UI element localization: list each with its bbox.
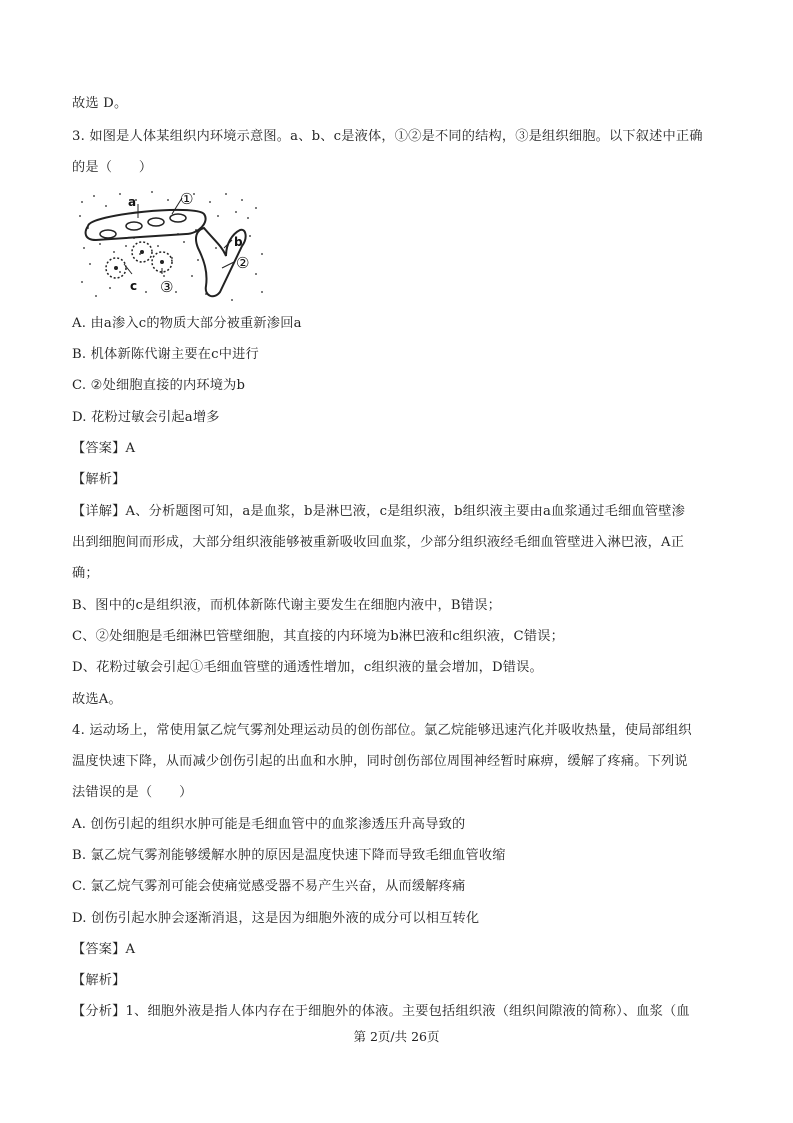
diagram-label-1: ① xyxy=(180,190,194,208)
text-line: 故选 D。 xyxy=(72,96,128,111)
question-3-stem: 3. 如图是人体某组织内环境示意图。a、b、c是液体，①②是不同的结构，③是组织细胞。以下叙述中正确 xyxy=(72,129,703,144)
explanation-line: 【分析】1、细胞外液是指人体内存在于细胞外的体液。主要包括组织液（组织间隙液的简称）、血浆（血 xyxy=(72,1004,690,1019)
option-b: B. 氯乙烷气雾剂能够缓解水肿的原因是温度快速下降而导致毛细血管收缩 xyxy=(72,848,506,863)
diagram-label-3: ③ xyxy=(160,278,174,296)
explanation-line: 【详解】A、分析题图可知，a是血浆，b是淋巴液，c是组织液，b组织液主要由a血浆通过毛细血管壁渗 xyxy=(72,504,685,519)
option-b: B. 机体新陈代谢主要在c中进行 xyxy=(72,347,259,362)
analysis-label: 【解析】 xyxy=(72,973,126,988)
explanation-line: B、图中的c是组织液，而机体新陈代谢主要发生在细胞内液中，B错误； xyxy=(72,598,501,613)
analysis-label: 【解析】 xyxy=(72,472,126,487)
explanation-line: C、②处细胞是毛细淋巴管壁细胞，其直接的内环境为b淋巴液和c组织液，C错误； xyxy=(72,629,564,644)
explanation-line: 出到细胞间而形成，大部分组织液能够被重新吸收回血浆，少部分组织液经毛细血管壁进入淋巴液，A正 xyxy=(72,535,685,550)
option-a: A. 由a渗入c的物质大部分被重新渗回a xyxy=(72,316,302,331)
option-c: C. 氯乙烷气雾剂可能会使痛觉感受器不易产生兴奋，从而缓解疼痛 xyxy=(72,879,466,894)
diagram-label-b: b xyxy=(234,235,243,249)
option-d: D. 花粉过敏会引起a增多 xyxy=(72,410,220,425)
diagram-label-a: a xyxy=(128,195,137,209)
diagram-label-2: ② xyxy=(236,254,250,272)
page-footer: 第 2页/共 26页 xyxy=(353,1029,440,1044)
option-d: D. 创伤引起水肿会逐渐消退，这是因为细胞外液的成分可以相互转化 xyxy=(72,911,480,926)
question-4-stem: 温度快速下降，从而减少创伤引起的出血和水肿，同时创伤部位周围神经暂时麻痹，缓解了疼痛。下列说 xyxy=(72,754,688,769)
explanation-line: D、花粉过敏会引起①毛细血管壁的通透性增加，c组织液的量会增加，D错误。 xyxy=(72,660,543,675)
question-4-stem-end: 法错误的是（ ） xyxy=(72,785,193,800)
diagram-label-c: c xyxy=(130,279,138,293)
answer-label: 【答案】A xyxy=(72,942,136,957)
tissue-environment-diagram xyxy=(76,188,264,304)
question-3-stem-end: 的是（ ） xyxy=(72,160,153,175)
option-a: A. 创伤引起的组织水肿可能是毛细血管中的血浆渗透压升高导致的 xyxy=(72,817,466,832)
question-4-stem: 4. 运动场上，常使用氯乙烷气雾剂处理运动员的创伤部位。氯乙烷能够迅速汽化并吸收热量，使局部组织 xyxy=(72,723,692,738)
text-line: 故选A。 xyxy=(72,692,122,707)
option-c: C. ②处细胞直接的内环境为b xyxy=(72,378,246,393)
explanation-line: 确； xyxy=(72,566,99,581)
answer-label: 【答案】A xyxy=(72,441,136,456)
